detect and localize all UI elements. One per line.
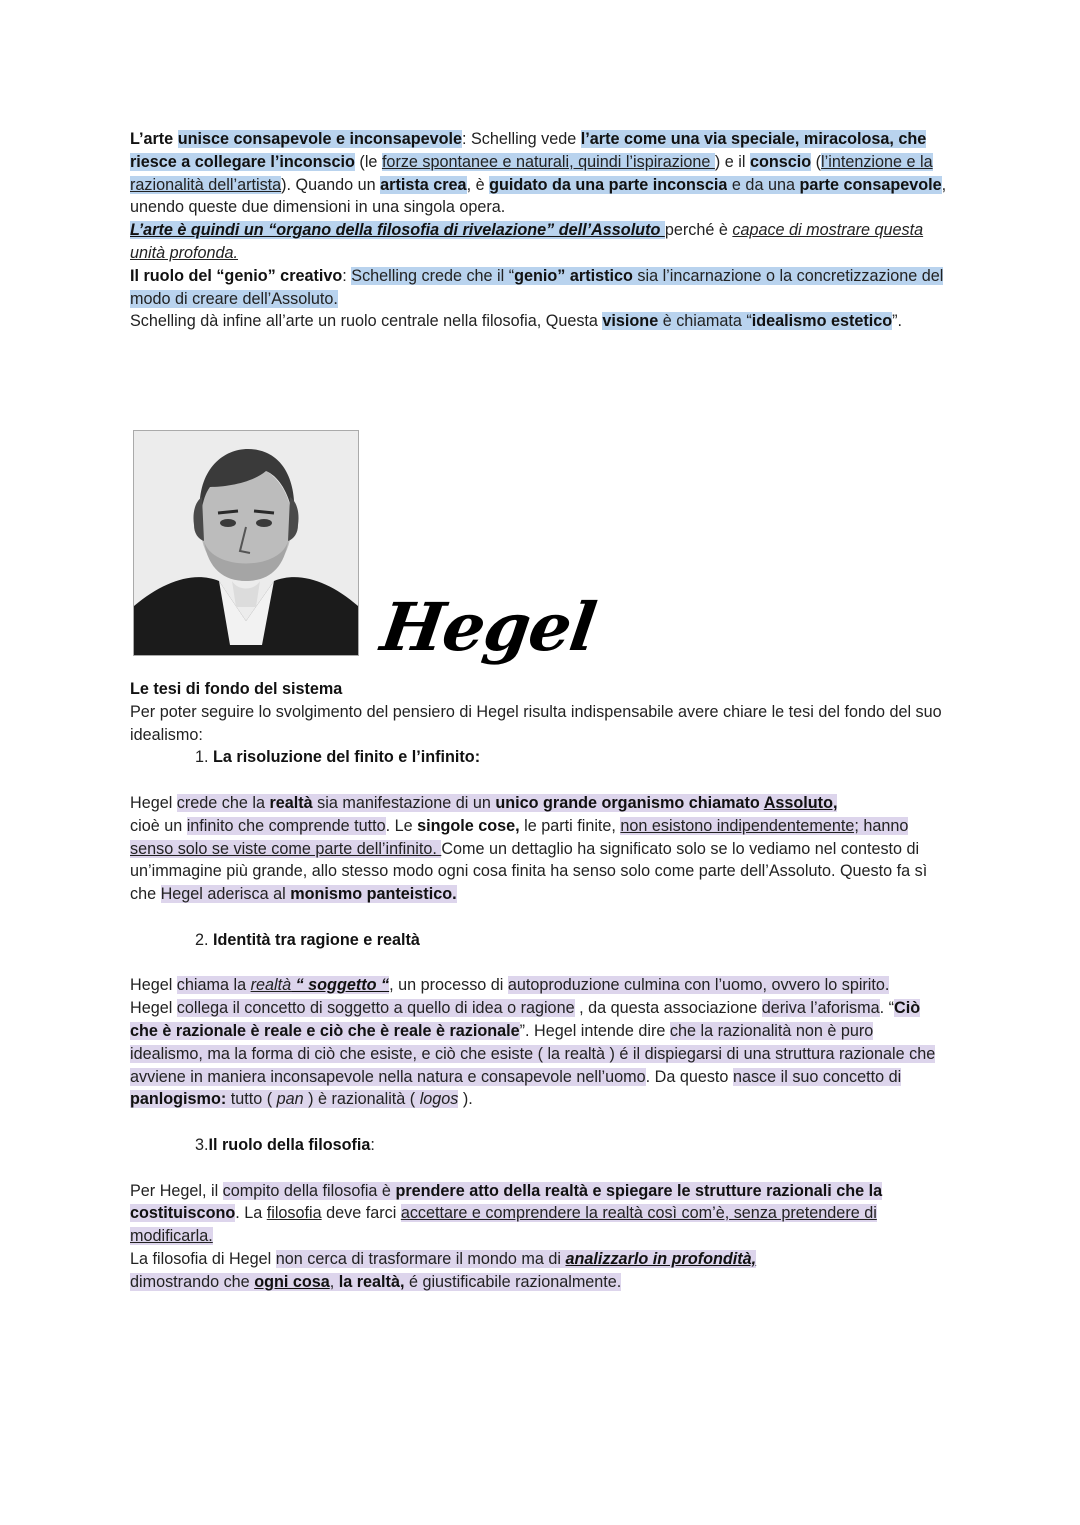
text-run: deriva l’aforisma bbox=[761, 999, 880, 1018]
text-run: L’arte bbox=[130, 130, 178, 148]
text-run: guidato da una parte inconscia bbox=[489, 175, 728, 194]
text-run: sia manifestazione di un bbox=[312, 793, 496, 812]
text-run: ) e il bbox=[714, 152, 750, 171]
hegel-title: Hegel bbox=[376, 588, 601, 666]
text-run: parte consapevole bbox=[799, 175, 942, 194]
text-run: ) è razionalità ( bbox=[303, 1090, 420, 1109]
text-run: : bbox=[342, 266, 352, 285]
text-run: Per Hegel, il bbox=[130, 1181, 223, 1200]
text-run: la realtà, bbox=[338, 1272, 405, 1291]
text-run: che la razionalità non è puro idealismo, ma la forma di ciò che esiste, e ciò che esiste ( la realtà ) é il dispiegarsi di una struttura razionale che avviene in maniera inconsapevole nella natura e consapevole nell’uomo bbox=[130, 1021, 936, 1086]
hegel-portrait-image bbox=[133, 430, 359, 656]
text-run: Schelling crede che il “ bbox=[351, 266, 515, 285]
list-title: La risoluzione del finito e l’infinito: bbox=[213, 748, 481, 767]
text-run: la razionalità dell’artista bbox=[130, 152, 933, 194]
text-run: l’intenzione e bbox=[821, 152, 921, 171]
text-run: senso solo se viste come parte dell’infinito. bbox=[130, 839, 442, 858]
schelling-paragraph-art bbox=[130, 128, 950, 219]
text-run: chiama la bbox=[176, 976, 251, 995]
text-run: logos bbox=[419, 1090, 459, 1109]
text-run: visione bbox=[602, 312, 659, 331]
list-number: 1. bbox=[195, 748, 213, 767]
text-run: Ciò che è razionale è reale e ciò che è reale è razionale bbox=[130, 999, 921, 1040]
list-number: 2. bbox=[195, 930, 213, 949]
text-run: Schelling dà infine all’arte un ruolo centrale nella filosofia, Questa bbox=[130, 312, 603, 331]
text-run: Assoluto, bbox=[763, 793, 838, 812]
section-1-paragraph bbox=[130, 792, 950, 906]
text-run: ; hanno bbox=[854, 816, 909, 835]
text-run: . “ bbox=[879, 999, 895, 1018]
text-run: filosofia bbox=[266, 1204, 322, 1223]
text-run: ”. Hegel intende dire bbox=[519, 1021, 670, 1040]
text-run: realtà bbox=[250, 976, 292, 995]
list-title: Identità tra ragione e realtà bbox=[213, 930, 420, 949]
text-run: prendere atto della realtà e spiegare le strutture razionali che la costituiscono bbox=[130, 1181, 883, 1223]
text-run: ). bbox=[458, 1090, 473, 1109]
text-run: analizzarlo in profondità, bbox=[565, 1249, 757, 1268]
text-run: Hegel aderisca al bbox=[160, 885, 291, 904]
text-run: “ soggetto “ bbox=[291, 976, 390, 995]
text-run: collega il concetto di soggetto a quello di idea o ragione bbox=[176, 999, 575, 1018]
text-run: e da una bbox=[727, 175, 800, 194]
text-run: ( bbox=[811, 152, 822, 171]
text-run: , bbox=[329, 1272, 339, 1291]
portrait-drawing bbox=[134, 431, 358, 655]
text-run: . Da questo bbox=[645, 1067, 733, 1086]
text-run: pan bbox=[276, 1090, 304, 1109]
text-run: nasce il suo concetto di bbox=[732, 1067, 902, 1086]
text-run: perché è bbox=[664, 221, 733, 240]
text-run: compito della filosofia è bbox=[222, 1181, 396, 1200]
text-run: Hegel bbox=[130, 999, 177, 1018]
text-run: Hegel bbox=[130, 793, 177, 812]
hegel-intro: Per poter seguire lo svolgimento del pensiero di Hegel risulta indispensabile avere chiare le tesi del fondo del suo idealismo: bbox=[130, 702, 942, 744]
text-run: (le bbox=[354, 152, 382, 171]
text-run: crede che la bbox=[176, 793, 270, 812]
text-run: é giustificabile razionalmente. bbox=[404, 1272, 622, 1291]
text-run: unisce consapevole e inconsapevole bbox=[177, 130, 462, 148]
text-run: infinito che comprende tutto bbox=[186, 816, 386, 835]
text-run: idealismo estetico bbox=[751, 312, 893, 331]
text-run: dimostrando che bbox=[130, 1272, 255, 1291]
hegel-section bbox=[130, 678, 950, 1294]
schelling-section bbox=[130, 128, 950, 333]
text-run: : bbox=[370, 1135, 375, 1154]
text-run: , unendo queste due dimensioni in una singola opera. bbox=[130, 175, 947, 217]
text-run: : Schelling vede bbox=[461, 130, 581, 148]
text-run: non cerca di trasformare il mondo ma di bbox=[275, 1249, 566, 1268]
text-run: autoproduzione culmina con l’uomo, ovvero lo spirito. bbox=[507, 976, 890, 995]
text-run: ogni cosa bbox=[254, 1272, 330, 1291]
list-number: 3. bbox=[195, 1135, 209, 1154]
text-run: Come un dettaglio ha significato solo se lo vediamo nel contesto di un’immagine più grande, allo stesso modo ogni cosa finita ha senso solo come parte dell’Assoluto. Questo fa sì che bbox=[130, 839, 928, 904]
section-2-title bbox=[130, 929, 950, 952]
text-run: forze spontanee e naturali, quindi l’ispirazione bbox=[381, 152, 715, 171]
section-3-paragraph-1 bbox=[130, 1180, 950, 1248]
text-run: l’arte come una via speciale, miracolosa, che riesce a collegare l’inconscio bbox=[130, 130, 927, 171]
text-run: tutto ( bbox=[226, 1090, 277, 1109]
schelling-paragraph-idealismo bbox=[130, 310, 950, 333]
text-run: singole cose, bbox=[417, 816, 520, 835]
section-2-paragraph-1 bbox=[130, 974, 950, 997]
list-title: Il ruolo della filosofia bbox=[208, 1135, 371, 1154]
section-1-title bbox=[130, 746, 950, 769]
text-run: accettare e comprendere la realtà così com’è, senza pretendere di modificarla. bbox=[130, 1204, 877, 1246]
text-run: genio” artistico bbox=[514, 266, 633, 285]
text-run: panlogismo: bbox=[130, 1090, 227, 1109]
text-run: deve farci bbox=[321, 1204, 401, 1223]
text-run: ). Quando un bbox=[281, 175, 381, 194]
text-run: . Le bbox=[385, 816, 418, 835]
text-run: unico grande organismo chiamato bbox=[495, 793, 764, 812]
text-run: Hegel bbox=[130, 976, 177, 995]
text-run: ”. bbox=[892, 312, 903, 331]
text-run: L’arte è quindi un “organo della filosofia di rivelazione” dell’Assoluto bbox=[130, 221, 665, 240]
text-run: , è bbox=[466, 175, 490, 194]
text-run: è chiamata “ bbox=[658, 312, 752, 331]
text-run: cioè un bbox=[130, 816, 187, 835]
text-run: , un processo di bbox=[389, 976, 508, 995]
schelling-paragraph-genio bbox=[130, 265, 950, 311]
text-run: artista crea bbox=[380, 175, 467, 194]
section-2-paragraph-2 bbox=[130, 997, 950, 1111]
text-run: non esistono indipendentemente bbox=[620, 816, 855, 835]
text-run: conscio bbox=[749, 152, 812, 171]
text-run: capace di mostrare questa unità profonda. bbox=[130, 221, 924, 262]
text-run: . La bbox=[235, 1204, 267, 1223]
hegel-heading: Le tesi di fondo del sistema bbox=[130, 680, 343, 698]
text-run: , da questa associazione bbox=[574, 999, 762, 1018]
text-run: Il ruolo del “genio” creativo bbox=[130, 266, 343, 285]
section-3-paragraph-2 bbox=[130, 1248, 950, 1294]
schelling-paragraph-organ bbox=[130, 219, 950, 265]
text-run: monismo panteistico. bbox=[290, 885, 457, 904]
text-run: realtà bbox=[269, 793, 313, 812]
section-3-title bbox=[130, 1134, 950, 1157]
text-run: sia l’incarnazione o la concretizzazione del modo di creare dell’Assoluto. bbox=[130, 266, 944, 308]
text-run: La filosofia di Hegel bbox=[130, 1249, 276, 1268]
text-run: le parti finite, bbox=[519, 816, 621, 835]
